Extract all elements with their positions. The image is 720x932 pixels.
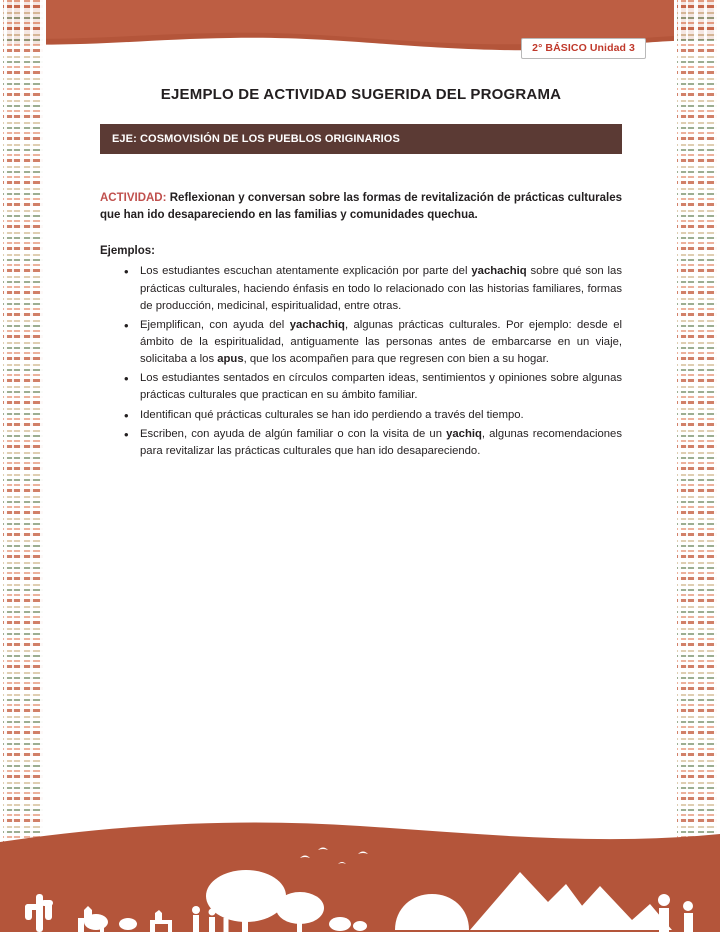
activity-label: ACTIVIDAD: [100,192,167,204]
activity-text: Reflexionan y conversan sobre las formas de revitalización de prácticas culturales que han ido desapareciendo en las familias y comunidades quechua. [100,192,622,221]
emphasis-term: yachachiq [289,318,345,331]
list-item-text: , algunas prácticas culturales. Por ejemplo: desde el ámbito de la espiritualidad, antiguamente las personas antes de embarcarse en un viaje, solicitaba a los [140,318,622,366]
unit-badge: 2° BÁSICO Unidad 3 [521,38,646,59]
list-item-text: , que los acompañen para que regresen con bien a su hogar. [243,353,549,366]
emphasis-term: apus [217,353,244,366]
list-item [140,407,622,424]
examples-list [100,263,622,460]
list-item-text: sobre qué son las prácticas culturales, haciendo énfasis en todo lo relacionado con las historias familiares, formas de producción, medicinal, espiritualidad, entre otras. [140,265,622,312]
emphasis-term: yachachiq [471,265,527,278]
landscape-silhouette [0,812,720,932]
list-item-text: Ejemplifican, con ayuda del [140,318,290,331]
document-content [100,76,622,462]
list-item [140,426,622,460]
list-item [140,370,622,404]
activity-block [100,190,622,223]
list-item-text: Identifican qué prácticas culturales se han ido perdiendo a través del tiempo. [140,408,524,421]
emphasis-term: yachiq [446,427,482,440]
left-ornamental-border [0,0,46,932]
list-item-text: Los estudiantes sentados en círculos comparten ideas, sentimientos y opiniones sobre algunas prácticas culturales que practican en su ámbito familiar. [140,372,622,402]
list-item-text: Escriben, con ayuda de algún familiar o con la visita de un [140,427,447,440]
list-item [140,263,622,314]
right-ornamental-border [674,0,720,932]
bottom-landscape-band [0,812,720,932]
list-item-text: , algunas recomendaciones para revitalizar las prácticas culturales que han ido desapareciendo. [140,427,622,457]
page-title: EJEMPLO DE ACTIVIDAD SUGERIDA DEL PROGRAMA [160,86,562,103]
list-item [140,317,622,368]
list-item-text: Los estudiantes escuchan atentamente explicación por parte del [140,265,472,278]
examples-label: Ejemplos: [100,245,155,258]
eje-banner: EJE: COSMOVISIÓN DE LOS PUEBLOS ORIGINARIOS [100,124,622,154]
